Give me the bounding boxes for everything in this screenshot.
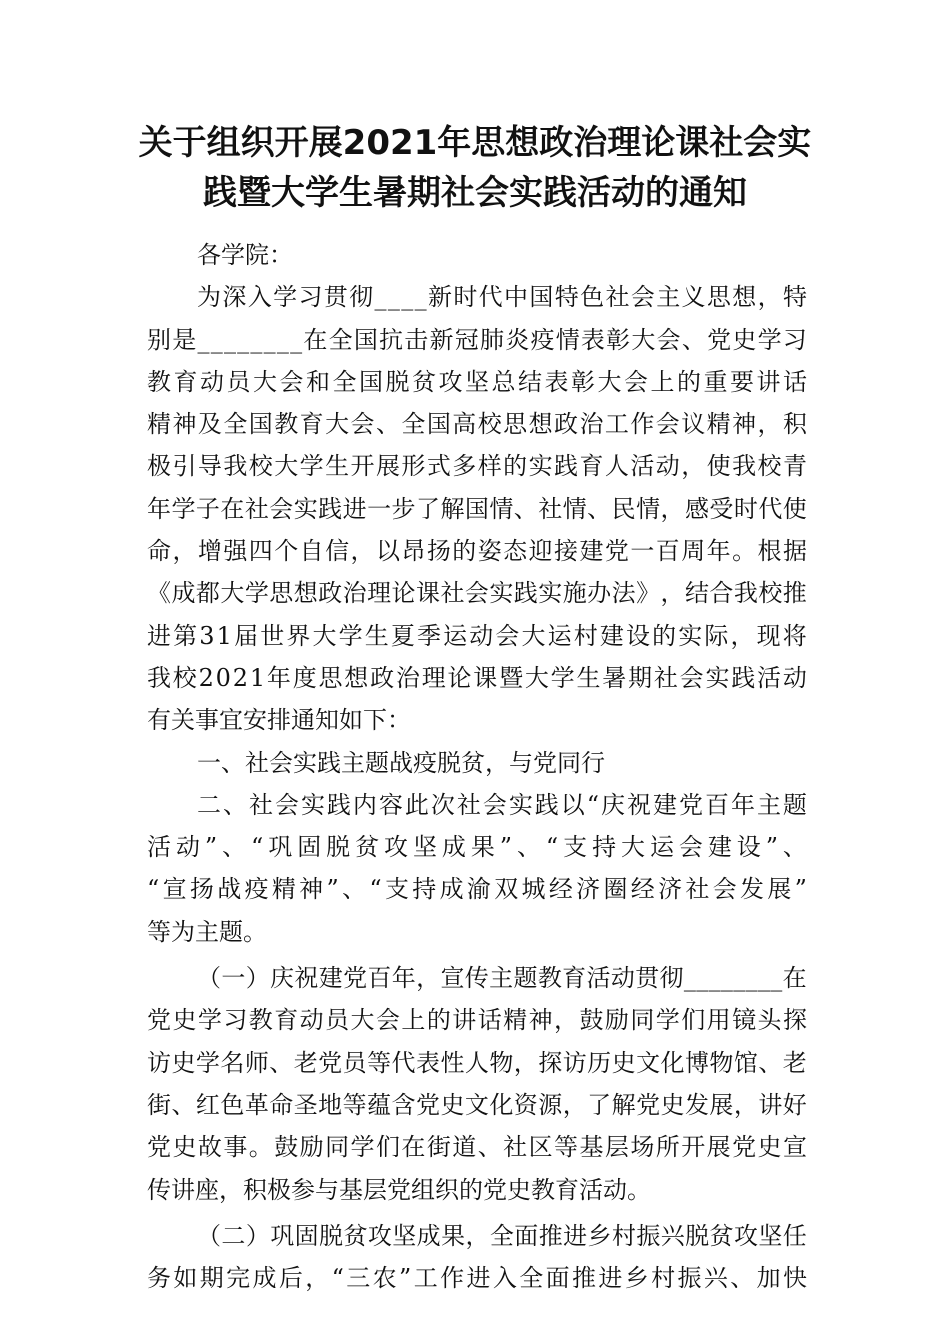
paragraph-line: （ 一 ） 庆 祝 建 党 百 年 ， 宣 传 主 题 教 育 活 动 贯 彻 _ _ _ _ _ _ _ _ 在 — [197, 964, 807, 993]
paragraph-line: 别 是 _ _ _ _ _ _ _ _ 在 全 国 抗 击 新 冠 肺 炎 疫 情 表 彰 大 会 、 党 史 学 习 — [147, 325, 807, 354]
paragraph-line: 访 史 学 名 师 、 老 党 员 等 代 表 性 人 物 ， 探 访 历 史 文 化 博 物 馆 、 老 — [147, 1048, 807, 1077]
paragraph-line: 活 动 ” 、 “ 巩 固 脱 贫 攻 坚 成 果 ” 、 “ 支 持 大 运 会 建 设 ” 、 — [147, 833, 807, 862]
document-body — [147, 234, 807, 1299]
paragraph-line: 二 、 社 会 实 践 内 容 此 次 社 会 实 践 以 “ 庆 祝 建 党 百 年 主 题 — [197, 790, 807, 819]
paragraph-line: 极 引 导 我 校 大 学 生 开 展 形 式 多 样 的 实 践 育 人 活 动 ， 使 我 校 青 — [147, 452, 807, 481]
paragraph-line: 命 ， 增 强 四 个 自 信 ， 以 昂 扬 的 姿 态 迎 接 建 党 一 百 周 年 。 根 据 — [147, 537, 807, 566]
paragraph-line: （ 二 ） 巩 固 脱 贫 攻 坚 成 果 ， 全 面 推 进 乡 村 振 兴 脱 贫 攻 坚 任 — [197, 1221, 807, 1250]
document-title-line-1: 关于组织开展2021年思想政治理论课社会实 — [138, 123, 812, 163]
paragraph-line: 等为主题。 — [147, 917, 267, 946]
paragraph-line: 进 第 3 1 届 世 界 大 学 生 夏 季 运 动 会 大 运 村 建 设 的 实 际 ， 现 将 — [147, 621, 807, 650]
paragraph-line: 年 学 子 在 社 会 实 践 进 一 步 了 解 国 情 、 社 情 、 民 情 ， 感 受 时 代 使 — [147, 494, 807, 523]
paragraph-line: 为 深 入 学 习 贯 彻 _ _ _ _ 新 时 代 中 国 特 色 社 会 主 义 思 想 ， 特 — [197, 283, 807, 312]
paragraph-line: 街 、 红 色 革 命 圣 地 等 蕴 含 党 史 文 化 资 源 ， 了 解 党 史 发 展 ， 讲 好 — [147, 1090, 807, 1119]
document-title-line-2: 践暨大学生暑期社会实践活动的通知 — [203, 173, 747, 213]
paragraph-line: 务 如 期 完 成 后 ， “ 三 农 ” 工 作 进 入 全 面 推 进 乡 村 振 兴 、 加 快 — [147, 1264, 807, 1293]
salutation: 各学院： — [197, 241, 293, 269]
paragraph-line: 党 史 故 事 。 鼓 励 同 学 们 在 街 道 、 社 区 等 基 层 场 所 开 展 党 史 宣 — [147, 1133, 807, 1162]
paragraph-line: “ 宣 扬 战 疫 精 神 ” 、 “ 支 持 成 渝 双 城 经 济 圈 经 济 社 会 发 展 ” — [147, 875, 807, 904]
section-heading: 一、社会实践主题战疫脱贫，与党同行 — [197, 748, 605, 777]
paragraph-line: 教 育 动 员 大 会 和 全 国 脱 贫 攻 坚 总 结 表 彰 大 会 上 的 重 要 讲 话 — [147, 367, 807, 396]
paragraph-line: 党 史 学 习 教 育 动 员 大 会 上 的 讲 话 精 神 ， 鼓 励 同 学 们 用 镜 头 探 — [147, 1006, 807, 1035]
paragraph-line: 传讲座，积极参与基层党组织的党史教育活动。 — [147, 1175, 651, 1204]
paragraph-line: 有关事宜安排通知如下： — [147, 706, 411, 735]
paragraph-line: 我 校 2 0 2 1 年 度 思 想 政 治 理 论 课 暨 大 学 生 暑 期 社 会 实 践 活 动 — [147, 663, 807, 692]
paragraph-line: 精 神 及 全 国 教 育 大 会 、 全 国 高 校 思 想 政 治 工 作 会 议 精 神 ， 积 — [147, 410, 807, 439]
paragraph-line: 《 成 都 大 学 思 想 政 治 理 论 课 社 会 实 践 实 施 办 法 》 ， 结 合 我 校 推 — [147, 579, 807, 608]
